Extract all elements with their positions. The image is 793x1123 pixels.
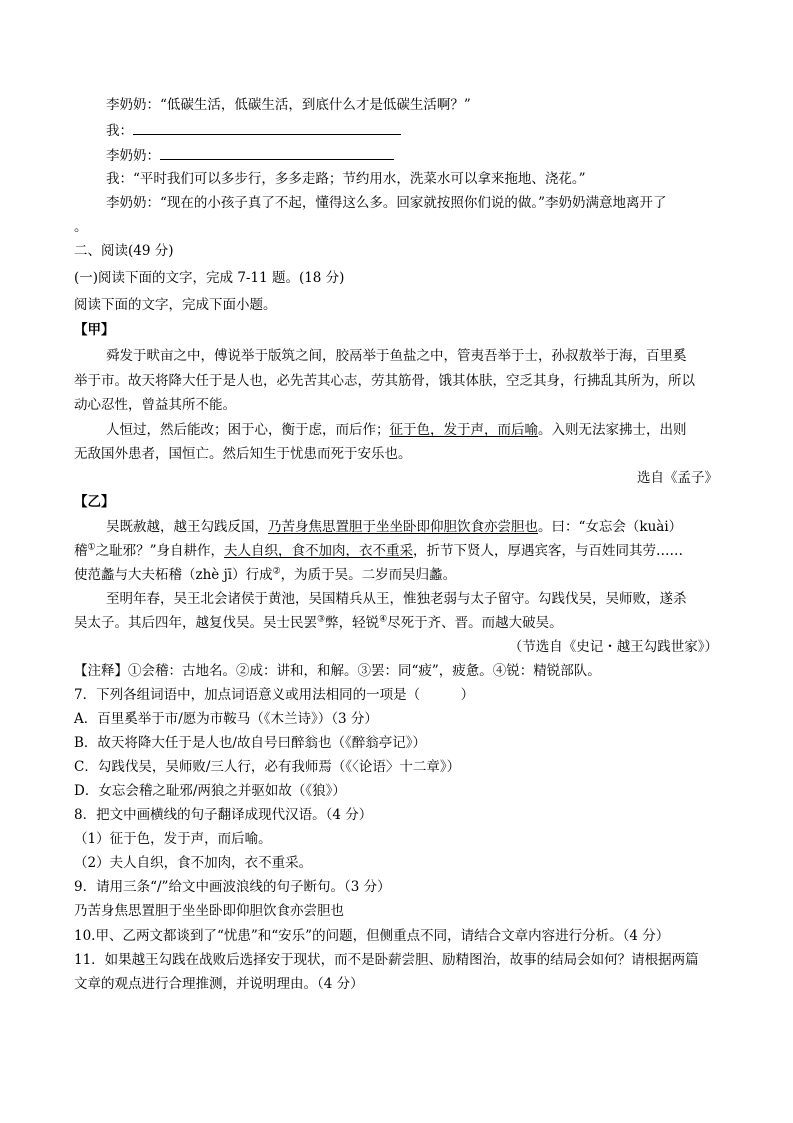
yi-source: （节选自《史记・越王勾践世家》） (508, 639, 718, 655)
yi-text: ，为质于吴。二岁而吴归蠡。 (280, 567, 457, 583)
question-8-part-2: （2）夫人自织，食不加肉，衣不重采。 (74, 855, 313, 871)
yi-text: 吴太子。其后四年，越复伐吴。吴士民罢 (74, 615, 317, 631)
question-10: 10.甲、乙两文都谈到了“忧患”和“安乐”的问题，但侧重点不同，请结合文章内容进行分析。（4 分） (74, 928, 670, 944)
dialog-label-me: 我： (106, 123, 133, 139)
yi-p2-line1: 至明年春，吴王北会诸侯于黄池，吴国精兵从王，惟独老弱与太子留守。勾践伐吴，吴师败，遂杀 (106, 591, 687, 607)
jia-source: 选自《孟子》 (637, 470, 718, 486)
question-7-option-c: C．勾践伐吴，吴师败/三人行，必有我师焉（《〈论语〉十二章》） (74, 759, 461, 775)
dialog-line-3 (106, 145, 394, 166)
question-7: 7．下列各组词语中，加点词语意义或用法相同的一项是（ ） (74, 687, 475, 703)
jia-p2-text: 人恒过，然后能改；困于心，衡于虑，而后作； (106, 422, 390, 438)
yi-text: 尽死于齐、晋。而越大破吴。 (387, 615, 563, 631)
yi-p1-line3 (74, 565, 456, 585)
yi-text: 使范蠡与大夫柘稽（zhè jī）行成 (74, 567, 273, 583)
dialog-line-5: 李奶奶：“现在的小孩子真了不起，懂得这么多。回家就按照你们说的做。”李奶奶满意地离开了 (106, 195, 667, 211)
jia-p1-line2: 举于市。故天将降大任于是人也，必先苦其心志，劳其筋骨，饿其体肤，空乏其身，行拂乱其所为，所以 (74, 373, 695, 389)
section-instruction: 阅读下面的文字，完成下面小题。 (74, 297, 277, 313)
question-7-option-a: A．百里奚举于市/愿为市鞍马（《木兰诗》）（3 分） (74, 711, 378, 727)
question-7-option-b: B．故天将降大任于是人也/故自号曰醉翁也（《醉翁亭记》） (74, 735, 426, 751)
yi-text: 稽 (74, 543, 88, 559)
jia-p1-line1: 舜发于畎亩之中，傅说举于版筑之间，胶鬲举于鱼盐之中，管夷吾举于士，孙叔敖举于海，百里奚 (106, 348, 687, 364)
yi-p1-text: 吴既赦越，越王勾践反国， (106, 519, 268, 535)
yi-wavy-sentence: 乃苦身焦思置胆于坐坐卧即仰胆饮食亦尝胆也 (268, 519, 538, 535)
yi-p1-line2 (74, 541, 683, 561)
yi-text: 弊，轻锐 (325, 615, 380, 631)
question-8-part-1: （1）征于色，发于声，而后喻。 (74, 831, 272, 847)
question-9: 9．请用三条“/”给文中画波浪线的句子断句。（3 分） (74, 879, 391, 895)
yi-text: 之耻邪？”身自耕作， (95, 543, 224, 559)
jia-p1-line3: 动心忍性，曾益其所不能。 (74, 397, 236, 413)
yi-p1-line1 (106, 517, 682, 537)
jia-p2-line1 (106, 420, 687, 440)
question-11-line2: 文章的观点进行合理推测，并说明理由。（4 分） (74, 976, 364, 992)
jia-p2-line2: 无敌国外患者，国恒亡。然后知生于忧患而死于安乐也。 (74, 446, 412, 462)
answer-blank-granny[interactable] (160, 145, 394, 160)
dialog-line-1: 李奶奶：“低碳生活，低碳生活，到底什么才是低碳生活啊？” (106, 97, 471, 113)
dialog-label-granny: 李奶奶： (106, 148, 160, 164)
yi-p1-text-end: 。曰：“女忘会（kuài） (538, 519, 683, 535)
dialog-line-6: 。 (74, 219, 88, 235)
note-marker: ③ (317, 614, 326, 625)
passage-yi-label: 【乙】 (74, 494, 115, 510)
jia-p2-text-end: 。入则无法家拂士，出则 (538, 422, 687, 438)
annotation-notes: 【注释】①会稽：古地名。②成：讲和，和解。③罢：同“疲”，疲惫。④锐：精锐部队。 (74, 663, 601, 679)
passage-jia-label: 【甲】 (74, 322, 115, 338)
note-marker: ② (272, 566, 281, 577)
question-8: 8．把文中画横线的句子翻译成现代汉语。（4 分） (74, 807, 373, 823)
yi-underlined-sentence: 夫人自织，食不加肉，衣不重采 (223, 543, 413, 559)
yi-text: ，折节下贤人，厚遇宾客，与百姓同其劳…… (412, 543, 683, 559)
question-9-sentence: 乃苦身焦思置胆于坐坐卧即仰胆饮食亦尝胆也 (74, 903, 344, 919)
dialog-line-4: 我：“平时我们可以多步行，多多走路；节约用水，洗菜水可以拿来拖地、浇花。” (106, 171, 586, 187)
question-7-option-d: D．女忘会稽之耻邪/两狼之并驱如故（《狼》） (74, 783, 346, 799)
jia-underlined-sentence: 征于色，发于声，而后喻 (389, 422, 538, 438)
answer-blank-me[interactable] (133, 120, 401, 135)
section-title: 二、阅读(49 分) (74, 243, 174, 259)
note-marker: ① (87, 542, 96, 553)
note-marker: ④ (379, 614, 388, 625)
yi-p2-line2 (74, 613, 563, 633)
section-subtitle: (一)阅读下面的文字，完成 7-11 题。(18 分) (74, 270, 345, 286)
question-11-line1: 11．如果越王勾践在战败后选择安于现状，而不是卧薪尝胆、励精图治，故事的结局会如何？请根据两篇 (74, 952, 699, 968)
dialog-line-2 (106, 120, 401, 141)
